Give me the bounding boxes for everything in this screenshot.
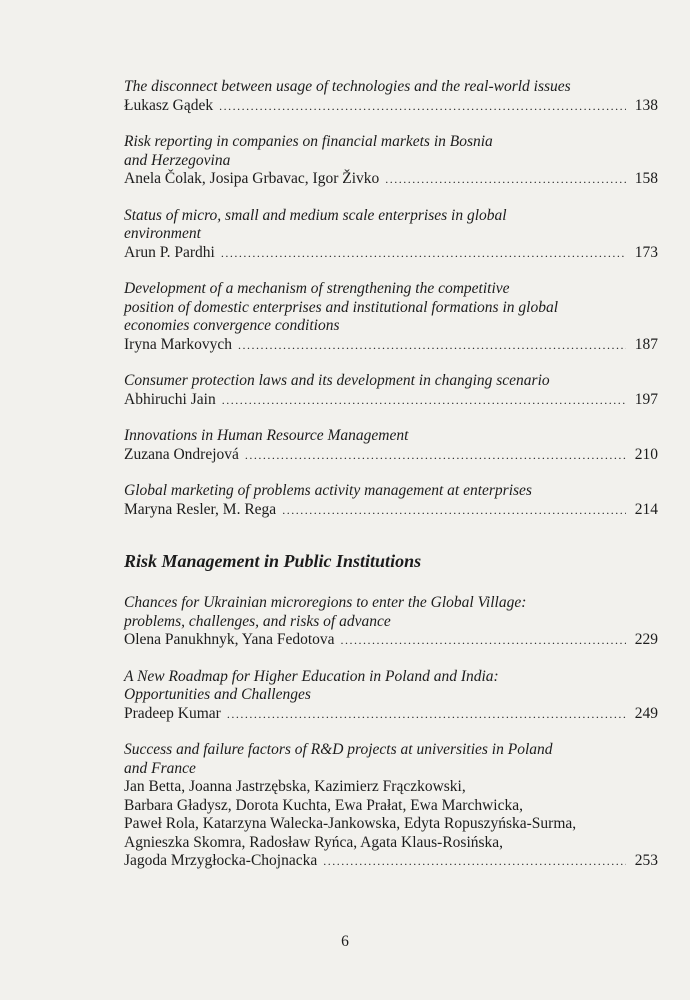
entry-title: A New Roadmap for Higher Education in Poland and India: (124, 667, 499, 685)
dot-leader (222, 391, 626, 410)
toc-entry (124, 482, 658, 519)
dot-leader (282, 501, 626, 520)
entry-title: position of domestic enterprises and institutional formations in global (124, 298, 559, 316)
entry-authors: Olena Panukhnyk, Yana Fedotova (124, 631, 335, 648)
entry-authors: Anela Čolak, Josipa Grbavac, Igor Živko (124, 170, 380, 187)
entry-authors: Maryna Resler, M. Rega (124, 500, 277, 518)
toc-entry (124, 133, 658, 189)
entry-authors: Abhiruchi Jain (124, 390, 216, 408)
section-heading: Risk Management in Public Institutions (124, 551, 422, 571)
page-number: 6 (341, 933, 349, 950)
entry-title: Opportunities and Challenges (124, 686, 311, 703)
toc-entry (124, 207, 658, 263)
entry-author-line (124, 852, 658, 871)
toc-group-top (124, 78, 658, 519)
toc-entry (124, 280, 658, 354)
dot-leader (323, 852, 626, 871)
entry-author-line (124, 705, 658, 724)
toc-group-section (124, 594, 658, 871)
entry-page-number: 253 (634, 852, 658, 869)
dot-leader (245, 446, 626, 465)
entry-authors: Pradeep Kumar (124, 704, 221, 722)
dot-leader (227, 705, 626, 724)
entry-title: environment (124, 225, 201, 242)
entry-page-number: 158 (634, 170, 658, 187)
toc-entry (124, 372, 658, 409)
dot-leader (238, 336, 626, 355)
entry-title: problems, challenges, and risks of advance (124, 612, 391, 630)
entry-title: economies convergence conditions (124, 317, 340, 334)
entry-page-number: 249 (634, 704, 658, 722)
entry-title: Development of a mechanism of strengthening the competitive (124, 280, 510, 297)
entry-author-line (124, 501, 658, 520)
table-of-contents (124, 78, 658, 889)
entry-title: and France (124, 759, 196, 777)
entry-author-line (124, 631, 658, 650)
toc-entry (124, 78, 658, 115)
entry-page-number: 187 (634, 335, 658, 353)
entry-page-number: 197 (634, 390, 658, 408)
entry-author-line (124, 336, 658, 355)
entry-author-line (124, 391, 658, 410)
toc-entry (124, 594, 658, 650)
entry-authors: Paweł Rola, Katarzyna Walecka-Jankowska, Edyta Ropuszyńska-Surma, (124, 815, 577, 832)
entry-title: Risk reporting in companies on financial markets in Bosnia (124, 133, 493, 150)
dot-leader (341, 631, 626, 650)
entry-title: and Herzegovina (124, 151, 231, 169)
entry-title: Consumer protection laws and its development in changing scenario (124, 372, 550, 389)
entry-authors: Jan Betta, Joanna Jastrzębska, Kazimierz Frączkowski, (124, 778, 466, 795)
entry-title: Innovations in Human Resource Management (124, 427, 409, 444)
entry-author-line (124, 170, 658, 189)
entry-authors: Jagoda Mrzygłocka-Chojnacka (124, 852, 318, 869)
entry-author-line (124, 97, 658, 116)
entry-title: Chances for Ukrainian microregions to enter the Global Village: (124, 594, 527, 611)
entry-page-number: 210 (634, 445, 658, 463)
entry-authors: Łukasz Gądek (124, 96, 214, 114)
entry-authors: Iryna Markovych (124, 335, 233, 353)
entry-page-number: 173 (634, 243, 658, 261)
entry-page-number: 138 (634, 96, 658, 114)
dot-leader (219, 97, 626, 116)
entry-author-line (124, 244, 658, 263)
entry-title: Status of micro, small and medium scale enterprises in global (124, 206, 507, 224)
entry-authors: Zuzana Ondrejová (124, 445, 239, 463)
entry-title: The disconnect between usage of technologies and the real-world issues (124, 78, 571, 95)
entry-authors: Barbara Gładysz, Dorota Kuchta, Ewa Prałat, Ewa Marchwicka, (124, 796, 523, 814)
toc-entry (124, 741, 658, 871)
entry-title: Success and failure factors of R&D projects at universities in Poland (124, 741, 553, 758)
entry-page-number: 214 (634, 500, 658, 518)
toc-entry (124, 427, 658, 464)
toc-entry (124, 668, 658, 724)
entry-author-line (124, 446, 658, 465)
entry-page-number: 229 (634, 631, 658, 648)
entry-title: Global marketing of problems activity management at enterprises (124, 482, 532, 499)
entry-authors: Arun P. Pardhi (124, 243, 215, 261)
entry-authors: Agnieszka Skomra, Radosław Ryńca, Agata Klaus-Rosińska, (124, 833, 504, 851)
dot-leader (385, 170, 626, 189)
dot-leader (221, 244, 626, 263)
